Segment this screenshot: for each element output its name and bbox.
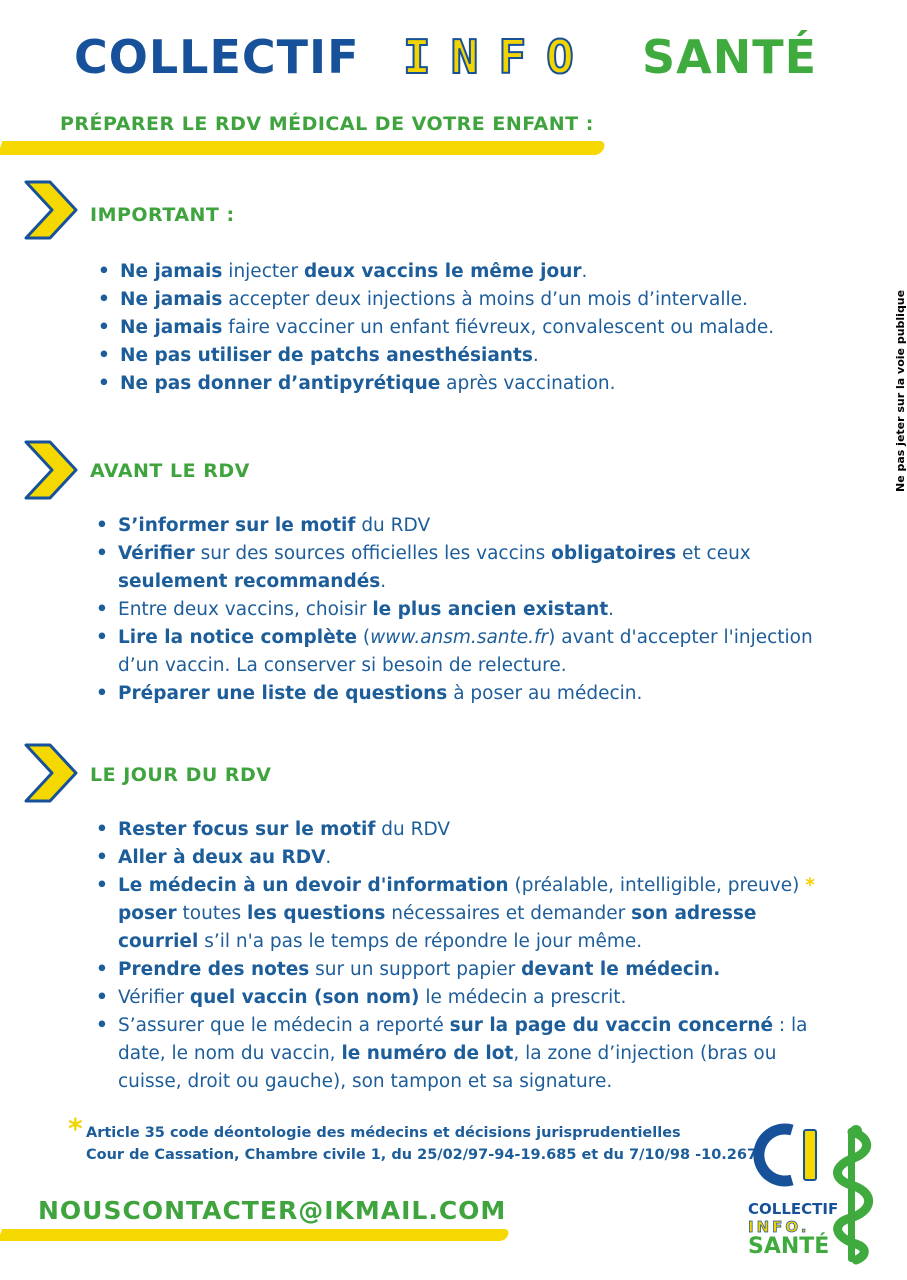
logo-text-sante: SANTÉ — [748, 1234, 830, 1259]
logo-monogram-c — [754, 1123, 755, 1124]
list-item: • Le médecin à un devoir d'information (préalable, intelligible, preuve) * poser toutes les questions nécessaires et demander son adresse courriel s’il n'a pas le temps de répondre le jour même. — [96, 872, 838, 956]
avant-list — [96, 512, 856, 708]
jour-list — [96, 816, 838, 1096]
list-item: • Ne jamais accepter deux injections à moins d’un mois d’intervalle. — [98, 286, 858, 314]
logo — [744, 1118, 894, 1268]
list-item: • Entre deux vaccins, choisir le plus ancien existant. — [96, 596, 856, 624]
section-title-jour: LE JOUR DU RDV — [90, 764, 272, 786]
subtitle-underline — [0, 141, 607, 155]
list-item: • Ne pas donner d’antipyrétique après vaccination. — [98, 370, 858, 398]
list-item: • Prendre des notes sur un support papier devant le médecin. — [96, 956, 838, 984]
chevron-arrow-icon — [22, 438, 82, 502]
logo-text-collectif: COLLECTIF — [748, 1200, 839, 1218]
contact-underline — [0, 1229, 510, 1241]
header-word-info: INFO — [403, 30, 594, 84]
footnote-star: * — [68, 1112, 83, 1145]
logo-text-info: INFO. — [748, 1218, 810, 1236]
header — [0, 30, 904, 94]
list-item: • S’informer sur le motif du RDV — [96, 512, 856, 540]
side-note — [876, 289, 907, 502]
side-note-text: Ne pas jeter sur la voie publique — [894, 289, 907, 492]
contact-email[interactable]: NOUSCONTACTER@IKMAIL.COM — [38, 1196, 507, 1225]
section-title-avant: AVANT LE RDV — [90, 460, 250, 482]
list-item: • Rester focus sur le motif du RDV — [96, 816, 838, 844]
list-item: • Lire la notice complète (www.ansm.sante.fr) avant d'accepter l'injection d’un vaccin. La conserver si besoin de relecture. — [96, 624, 856, 680]
section-title-important: IMPORTANT : — [90, 204, 235, 226]
footnote-line-2: Cour de Cassation, Chambre civile 1, du 25/02/97-94-19.685 et du 7/10/98 -10.267. — [86, 1147, 763, 1163]
list-item: • Vérifier quel vaccin (son nom) le médecin a prescrit. — [96, 984, 838, 1012]
chevron-arrow-icon — [22, 178, 82, 242]
chevron-arrow-icon — [22, 741, 82, 805]
list-item: • S’assurer que le médecin a reporté sur la page du vaccin concerné : la date, le nom du vaccin, le numéro de lot, la zone d’injection (bras ou cuisse, droit ou gauche), son tampon et sa signature. — [96, 1012, 838, 1096]
header-word-collectif: COLLECTIF — [74, 30, 360, 84]
footnote — [86, 1122, 763, 1166]
header-word-sante: SANTÉ — [642, 30, 818, 84]
list-item: • Aller à deux au RDV. — [96, 844, 838, 872]
list-item: • Ne jamais injecter deux vaccins le même jour. — [98, 258, 858, 286]
important-list — [98, 258, 858, 398]
page-subtitle: PRÉPARER LE RDV MÉDICAL DE VOTRE ENFANT : — [60, 113, 594, 135]
list-item: • Préparer une liste de questions à poser au médecin. — [96, 680, 856, 708]
list-item: • Ne jamais faire vacciner un enfant fiévreux, convalescent ou malade. — [98, 314, 858, 342]
list-item: • Ne pas utiliser de patchs anesthésiants. — [98, 342, 858, 370]
footnote-line-1: Article 35 code déontologie des médecins et décisions jurisprudentielles — [86, 1125, 681, 1141]
list-item: • Vérifier sur des sources officielles les vaccins obligatoires et ceux seulement recommandés. — [96, 540, 856, 596]
